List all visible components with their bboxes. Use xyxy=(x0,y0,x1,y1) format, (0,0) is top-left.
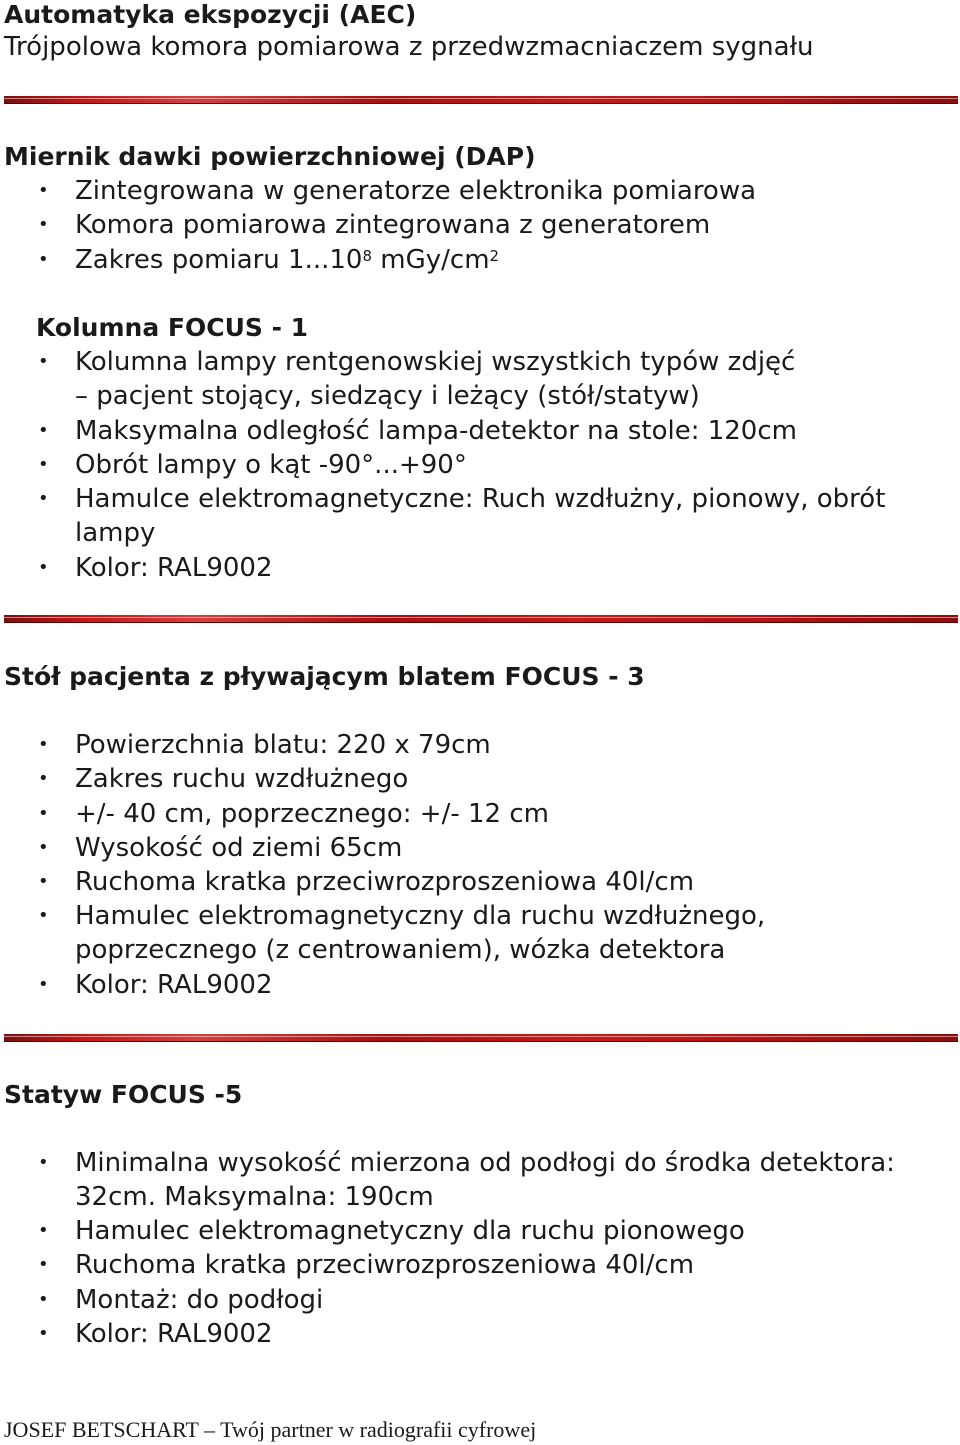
dap-title: Miernik dawki powierzchniowej (DAP) xyxy=(4,142,536,171)
bullet-icon: • xyxy=(38,837,49,858)
dap-range xyxy=(75,243,499,277)
section-divider xyxy=(4,96,958,103)
range-exponent: 8 xyxy=(362,247,373,265)
list-item: Komora pomiarowa zintegrowana z generatorem xyxy=(75,210,711,240)
list-item: Powierzchnia blatu: 220 x 79cm xyxy=(75,730,491,760)
aec-subtitle: Trójpolowa komora pomiarowa z przedwzmacniaczem sygnału xyxy=(4,32,814,62)
list-item: Montaż: do podłogi xyxy=(75,1285,324,1315)
list-item: Kolumna lampy rentgenowskiej wszystkich typów zdjęć xyxy=(75,347,796,377)
list-item: +/- 40 cm, poprzecznego: +/- 12 cm xyxy=(75,799,549,829)
list-item-continuation: – pacjent stojący, siedzący i leżący (stół/statyw) xyxy=(75,381,700,411)
bullet-icon: • xyxy=(38,803,49,824)
range-unit-exponent: 2 xyxy=(489,247,500,265)
bullet-icon: • xyxy=(38,351,49,372)
bullet-icon: • xyxy=(38,420,49,441)
list-item-continuation: 32cm. Maksymalna: 190cm xyxy=(75,1182,434,1212)
list-item: Hamulec elektromagnetyczny dla ruchu wzdłużnego, xyxy=(75,901,766,931)
section-divider xyxy=(4,1034,958,1041)
list-item: Ruchoma kratka przeciwrozproszeniowa 40l/cm xyxy=(75,867,695,897)
bullet-icon: • xyxy=(38,768,49,789)
bullet-icon: • xyxy=(38,734,49,755)
list-item-continuation: lampy xyxy=(75,518,156,548)
bullet-icon: • xyxy=(38,1289,49,1310)
bullet-icon: • xyxy=(38,454,49,475)
focus3-title: Stół pacjenta z pływającym blatem FOCUS - 3 xyxy=(4,662,645,691)
list-item: Obrót lampy o kąt -90°...+90° xyxy=(75,450,467,480)
bullet-icon: • xyxy=(38,905,49,926)
bullet-icon: • xyxy=(38,974,49,995)
bullet-icon: • xyxy=(38,1152,49,1173)
range-prefix: Zakres pomiaru 1...10 xyxy=(75,245,363,275)
list-item: Ruchoma kratka przeciwrozproszeniowa 40l/cm xyxy=(75,1250,695,1280)
bullet-icon: • xyxy=(38,557,49,578)
list-item: Hamulce elektromagnetyczne: Ruch wzdłużny, pionowy, obrót xyxy=(75,484,886,514)
list-item: Zintegrowana w generatorze elektronika pomiarowa xyxy=(75,176,757,206)
aec-title: Automatyka ekspozycji (AEC) xyxy=(4,0,417,29)
bullet-icon: • xyxy=(38,1323,49,1344)
list-item: Hamulec elektromagnetyczny dla ruchu pionowego xyxy=(75,1216,745,1246)
list-item: Maksymalna odległość lampa-detektor na stole: 120cm xyxy=(75,416,797,446)
bullet-icon: • xyxy=(38,1254,49,1275)
list-item-continuation: poprzecznego (z centrowaniem), wózka detektora xyxy=(75,935,726,965)
list-item: Wysokość od ziemi 65cm xyxy=(75,833,403,863)
footer-text: JOSEF BETSCHART – Twój partner w radiografii cyfrowej xyxy=(4,1417,537,1442)
bullet-icon: • xyxy=(38,1220,49,1241)
list-item: Minimalna wysokość mierzona od podłogi do środka detektora: xyxy=(75,1148,895,1178)
focus1-title: Kolumna FOCUS - 1 xyxy=(36,313,309,342)
range-unit: mGy/cm xyxy=(372,245,490,275)
focus5-title: Statyw FOCUS -5 xyxy=(4,1080,243,1109)
bullet-icon: • xyxy=(38,871,49,892)
section-divider xyxy=(4,615,958,622)
bullet-icon: • xyxy=(38,249,49,270)
list-item: Kolor: RAL9002 xyxy=(75,1319,273,1349)
bullet-icon: • xyxy=(38,488,49,509)
bullet-icon: • xyxy=(38,180,49,201)
list-item: Kolor: RAL9002 xyxy=(75,553,273,583)
bullet-icon: • xyxy=(38,214,49,235)
list-item: Kolor: RAL9002 xyxy=(75,970,273,1000)
list-item: Zakres ruchu wzdłużnego xyxy=(75,764,409,794)
